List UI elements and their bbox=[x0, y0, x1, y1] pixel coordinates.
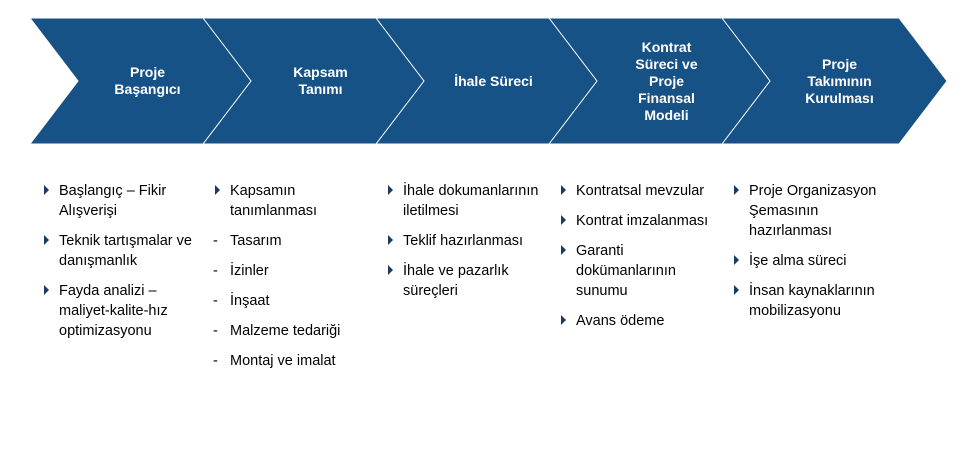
stage-detail-list-5 bbox=[732, 181, 892, 331]
triangle-bullet-icon bbox=[388, 235, 393, 245]
stage-detail-list-2 bbox=[213, 181, 373, 381]
triangle-bullet-icon bbox=[215, 185, 220, 195]
stage-title-2: Kapsam Tanımı bbox=[293, 64, 348, 97]
list-item bbox=[213, 261, 373, 281]
dash-bullet: - bbox=[213, 323, 218, 339]
list-item-text: Başlangıç – Fikir Alışverişi bbox=[59, 183, 167, 219]
list-item bbox=[732, 181, 892, 241]
list-item-text: Montaj ve imalat bbox=[230, 353, 336, 369]
dash-bullet: - bbox=[213, 233, 218, 249]
list-item-text: Garanti dokümanlarının sunumu bbox=[576, 243, 676, 299]
list-item bbox=[386, 261, 546, 301]
dash-bullet: - bbox=[213, 293, 218, 309]
list-item bbox=[559, 311, 719, 331]
list-item-text: İnsan kaynaklarının mobilizasyonu bbox=[749, 283, 875, 319]
triangle-bullet-icon bbox=[561, 185, 566, 195]
triangle-bullet-icon bbox=[561, 215, 566, 225]
list-item-text: Teknik tartışmalar ve danışmanlık bbox=[59, 233, 192, 269]
list-item bbox=[42, 231, 202, 271]
list-item bbox=[42, 281, 202, 341]
triangle-bullet-icon bbox=[561, 315, 566, 325]
list-item-text: Fayda analizi – maliyet-kalite-hız optimizasyonu bbox=[59, 283, 168, 339]
triangle-bullet-icon bbox=[734, 185, 739, 195]
triangle-bullet-icon bbox=[734, 285, 739, 295]
list-item-text: Proje Organizasyon Şemasının hazırlanması bbox=[749, 183, 877, 239]
dash-bullet: - bbox=[213, 353, 218, 369]
list-item-text: Malzeme tedariği bbox=[230, 323, 341, 339]
list-item bbox=[213, 181, 373, 221]
list-item bbox=[213, 231, 373, 251]
list-item bbox=[732, 281, 892, 321]
list-item-text: İhale ve pazarlık süreçleri bbox=[403, 263, 509, 299]
triangle-bullet-icon bbox=[734, 255, 739, 265]
list-item bbox=[213, 321, 373, 341]
list-item-text: İzinler bbox=[230, 263, 269, 279]
triangle-bullet-icon bbox=[44, 235, 49, 245]
list-item bbox=[559, 241, 719, 301]
stage-detail-list-1 bbox=[42, 181, 202, 351]
list-item-text: Kapsamın tanımlanması bbox=[230, 183, 318, 219]
triangle-bullet-icon bbox=[561, 245, 566, 255]
list-item bbox=[213, 291, 373, 311]
stage-title-5: Proje Takımının Kurulması bbox=[805, 55, 874, 106]
list-item-text: Tasarım bbox=[230, 233, 282, 249]
stage-title-3: İhale Süreci bbox=[454, 72, 533, 89]
dash-bullet: - bbox=[213, 263, 218, 279]
list-item bbox=[559, 211, 719, 231]
triangle-bullet-icon bbox=[388, 265, 393, 275]
list-item-text: Kontratsal mevzular bbox=[576, 183, 705, 199]
list-item bbox=[732, 251, 892, 271]
list-item-text: Avans ödeme bbox=[576, 313, 665, 329]
triangle-bullet-icon bbox=[388, 185, 393, 195]
list-item-text: İhale dokumanlarının iletilmesi bbox=[403, 183, 539, 219]
list-item-text: Teklif hazırlanması bbox=[403, 233, 524, 249]
list-item bbox=[213, 351, 373, 371]
list-item bbox=[559, 181, 719, 201]
list-item bbox=[386, 181, 546, 221]
stage-detail-list-3 bbox=[386, 181, 546, 311]
triangle-bullet-icon bbox=[44, 285, 49, 295]
stage-detail-list-4 bbox=[559, 181, 719, 341]
list-item-text: İnşaat bbox=[230, 293, 270, 309]
list-item bbox=[42, 181, 202, 221]
stage-title-1: Proje Başangıcı bbox=[114, 64, 181, 97]
triangle-bullet-icon bbox=[44, 185, 49, 195]
list-item bbox=[386, 231, 546, 251]
list-item-text: Kontrat imzalanması bbox=[576, 213, 709, 229]
stage-title-4: Kontrat Süreci ve Proje Finansal Modeli bbox=[635, 38, 698, 123]
list-item-text: İşe alma süreci bbox=[749, 253, 847, 269]
